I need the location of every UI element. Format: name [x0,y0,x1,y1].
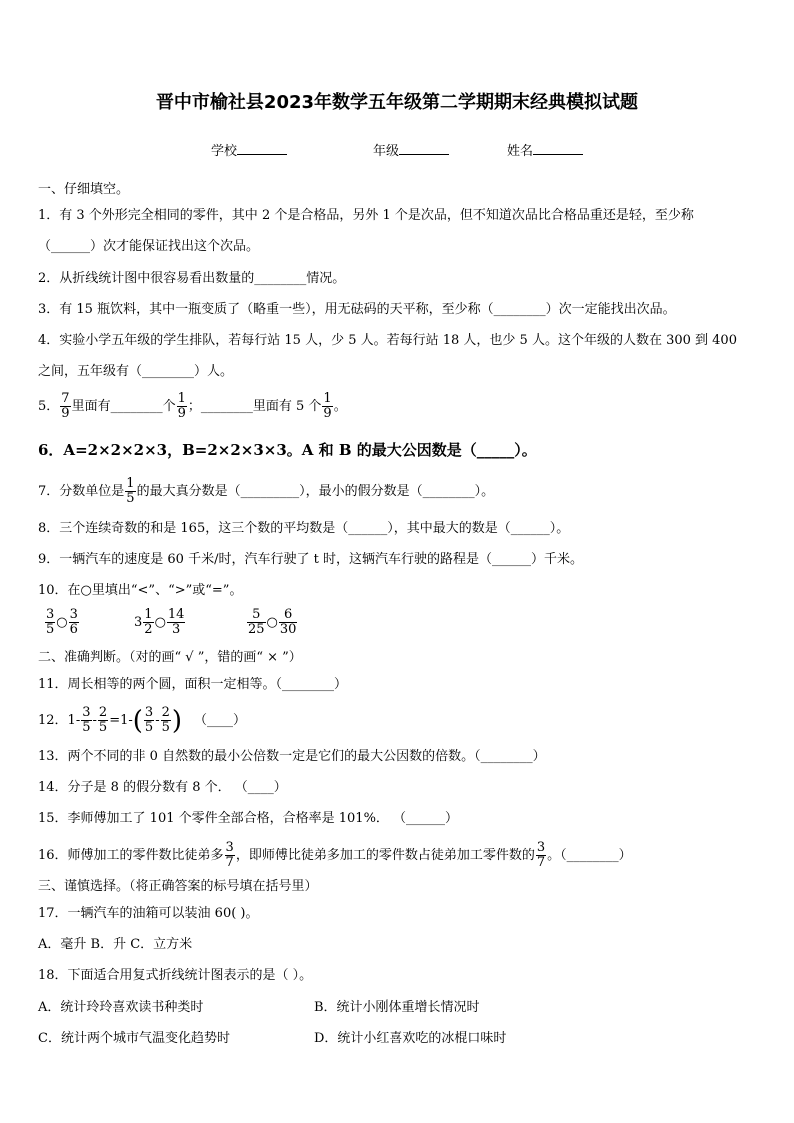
question-3: 3．有 15 瓶饮料，其中一瓶变质了（略重一些），用无砝码的天平称，至少称（________）次一定能找出次品。 [38,302,676,317]
question-1-line-1: 1．有 3 个外形完全相同的零件，其中 2 个是合格品，另外 1 个是次品，但不知道次品比合格品重还是轻，至少称 [38,208,694,223]
fraction: $\frac{1}{9}$ [323,391,332,421]
q10-comparison-2 [134,608,186,637]
question-10: 10．在○里填出“<”、“>”或“=”。 [38,583,243,598]
question-11: 11．周长相等的两个圆，面积一定相等。（________） [38,677,348,692]
school-blank[interactable] [237,140,287,155]
question-18-option-a: A．统计玲玲喜欢读书种类时 [38,1000,204,1015]
question-1-line-2: （______）次才能保证找出这个次品。 [38,239,260,254]
fraction: $\frac{14}{3}$ [167,607,185,637]
question-4-line-2: 之间，五年级有（________）人。 [38,364,234,379]
q5-text-1: 里面有________个 [71,399,176,414]
q5-prefix: 5． [38,399,60,414]
fraction: $\frac{1}{9}$ [177,391,186,421]
question-5 [38,392,347,421]
q16-middle: ，即师傅比徒弟多加工的零件数占徒弟加工零件数的 [235,848,535,863]
question-16 [38,841,632,870]
fraction: $\frac{1}{2}$ [144,607,153,637]
question-17-options: A．毫升 B．升 C．立方米 [38,937,193,952]
question-2: 2．从折线统计图中很容易看出数量的________情况。 [38,271,346,286]
q12-prefix: 12．1- [38,713,81,728]
minus-sign: - [92,713,97,728]
compare-circle[interactable]: ○ [154,615,166,630]
school-field[interactable] [211,140,287,159]
q7-suffix: 的最大真分数是（_________），最小的假分数是（________）。 [136,484,495,499]
section-heading-3: 三、谨慎选择。（将正确答案的标号填在括号里） [38,879,318,894]
section-heading-2: 二、准确判断。（对的画“ √ ”，错的画“ × ”） [38,650,302,665]
q5-text-3: 。 [333,399,347,414]
grade-label: 年级 [373,144,400,159]
q12-answer-blank[interactable]: （____） [194,713,247,728]
question-6: 6．A=2×2×2×3，B=2×2×3×3。A 和 B 的最大公因数是（_____）。 [38,441,537,459]
question-18: 18．下面适合用复式折线统计图表示的是（ ）。 [38,968,313,983]
school-label: 学校 [211,144,238,159]
question-4-line-1: 4．实验小学五年级的学生排队，若每行站 15 人，少 5 人。若每行站 18 人，也少 5 人。这个年级的人数在 300 到 400 [38,333,737,348]
question-17: 17．一辆汽车的油箱可以装油 60( )。 [38,906,259,921]
q16-suffix: 。（________） [547,848,632,863]
mixed-whole: 3 [134,615,143,630]
q10-comparison-3 [246,608,298,637]
fraction: $\frac{3}{7}$ [536,840,546,870]
equals-expression: =1- [109,713,133,728]
page-title: 晋中市榆社县2023年数学五年级第二学期期末经典模拟试题 [155,92,639,113]
question-14: 14．分子是 8 的假分数有 8 个． （____） [38,780,287,795]
fraction: $\frac{3}{5}$ [144,705,154,735]
grade-field[interactable] [373,140,449,159]
section-heading-1: 一、仔细填空。 [38,182,130,197]
left-parenthesis: ( [132,705,143,736]
name-blank[interactable] [533,140,583,155]
question-12 [38,706,246,735]
fraction: $\frac{2}{5}$ [98,705,108,735]
question-13: 13．两个不同的非 0 自然数的最小公倍数一定是它们的最大公因数的倍数。（________） [38,749,546,764]
fraction: $\frac{6}{30}$ [279,607,297,637]
question-8: 8．三个连续奇数的和是 165，这三个数的平均数是（______），其中最大的数是（______）。 [38,521,570,536]
right-parenthesis: ) [171,705,183,736]
fraction: $\frac{5}{25}$ [248,607,265,637]
fraction: $\frac{3}{7}$ [225,840,234,870]
name-field[interactable] [507,140,583,159]
question-7 [38,477,494,506]
fraction: $\frac{1}{5}$ [126,476,135,506]
grade-blank[interactable] [399,140,449,155]
minus-sign: - [155,713,160,728]
q16-prefix: 16．师傅加工的零件数比徒弟多 [38,848,224,863]
question-18-option-b: B．统计小刚体重增长情况时 [314,1000,480,1015]
fraction: $\frac{2}{5}$ [161,705,170,735]
fraction: $\frac{7}{9}$ [61,391,70,421]
fraction: $\frac{3}{5}$ [82,705,91,735]
compare-circle[interactable]: ○ [56,615,68,630]
fraction: $\frac{3}{6}$ [69,607,78,637]
name-label: 姓名 [507,144,534,159]
question-18-option-d: D．统计小红喜欢吃的冰棍口味时 [314,1031,507,1046]
question-18-option-c: C．统计两个城市气温变化趋势时 [38,1031,230,1046]
question-15: 15．李师傅加工了 101 个零件全部合格，合格率是 101%． （______） [38,811,459,826]
fraction: $\frac{3}{5}$ [46,607,55,637]
q10-comparison-1 [44,608,80,637]
question-9: 9．一辆汽车的速度是 60 千米/时，汽车行驶了 t 时，这辆汽车行驶的路程是（______）千米。 [38,552,583,567]
compare-circle[interactable]: ○ [266,615,278,630]
q5-text-2: ；________里面有 5 个 [187,399,322,414]
q7-prefix: 7．分数单位是 [38,484,125,499]
